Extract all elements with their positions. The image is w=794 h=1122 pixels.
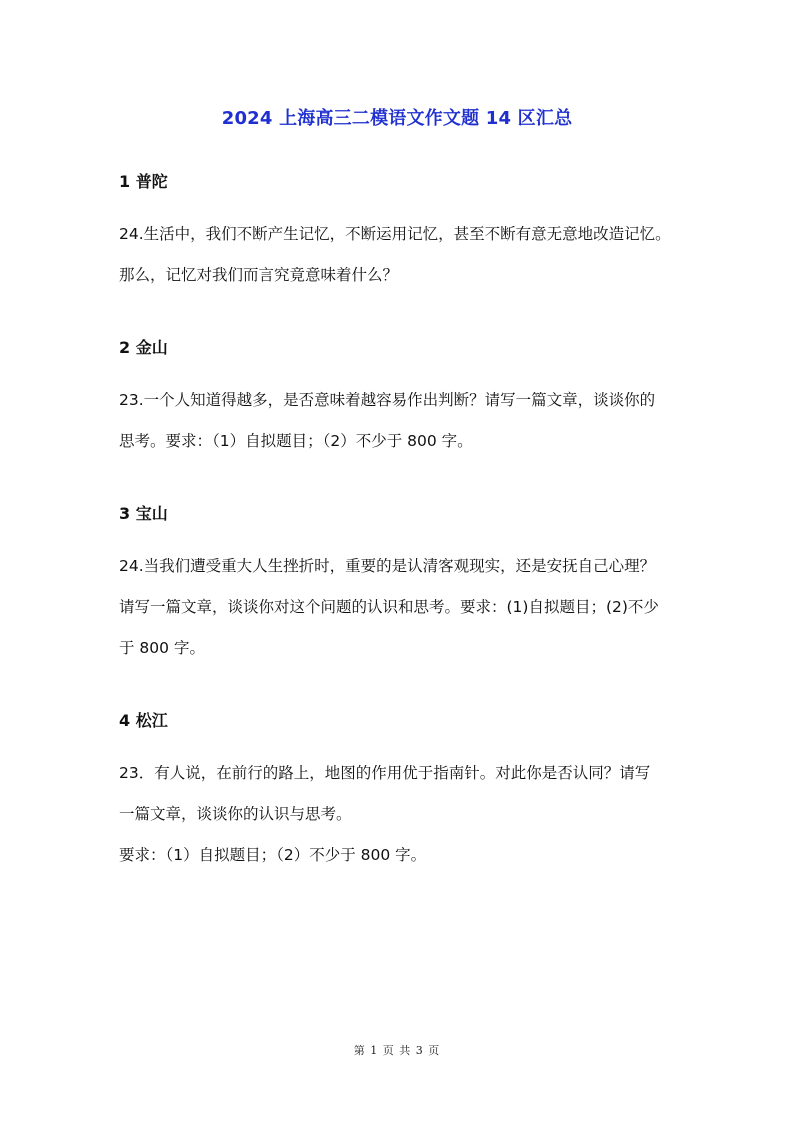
section-baoshan [119,503,689,669]
section-heading: 4 松江 [119,711,168,730]
section-body [119,380,689,462]
section-body [119,546,689,669]
section-line: 思考。要求：（1）自拟题目；（2）不少于 800 字。 [119,432,473,450]
section-line: 要求：（1）自拟题目；（2）不少于 800 字。 [119,846,427,864]
section-line: 24.生活中，我们不断产生记忆，不断运用记忆，甚至不断有意无意地改造记忆。 [119,225,671,243]
section-line: 23．有人说，在前行的路上，地图的作用优于指南针。对此你是否认同？请写 [119,764,651,782]
section-heading: 2 金山 [119,338,168,357]
section-line: 那么，记忆对我们而言究竟意味着什么？ [119,266,399,284]
section-jinshan [119,337,689,462]
section-line: 请写一篇文章，谈谈你对这个问题的认识和思考。要求：(1)自拟题目；(2)不少 [119,598,659,616]
section-heading: 3 宝山 [119,504,168,523]
section-body [119,214,689,296]
section-line: 23.一个人知道得越多，是否意味着越容易作出判断？请写一篇文章，谈谈你的 [119,391,656,409]
section-line: 24.当我们遭受重大人生挫折时，重要的是认清客观现实，还是安抚自己心理？ [119,557,656,575]
section-songjiang [119,710,689,876]
document-title: 2024 上海高三二模语文作文题 14 区汇总 [221,108,573,129]
page-number-footer: 第 1 页 共 3 页 [353,1044,441,1057]
section-heading: 1 普陀 [119,172,168,191]
section-line: 于 800 字。 [119,639,205,657]
section-body [119,753,689,876]
section-putuo [119,171,689,296]
section-line: 一篇文章，谈谈你的认识与思考。 [119,805,352,823]
